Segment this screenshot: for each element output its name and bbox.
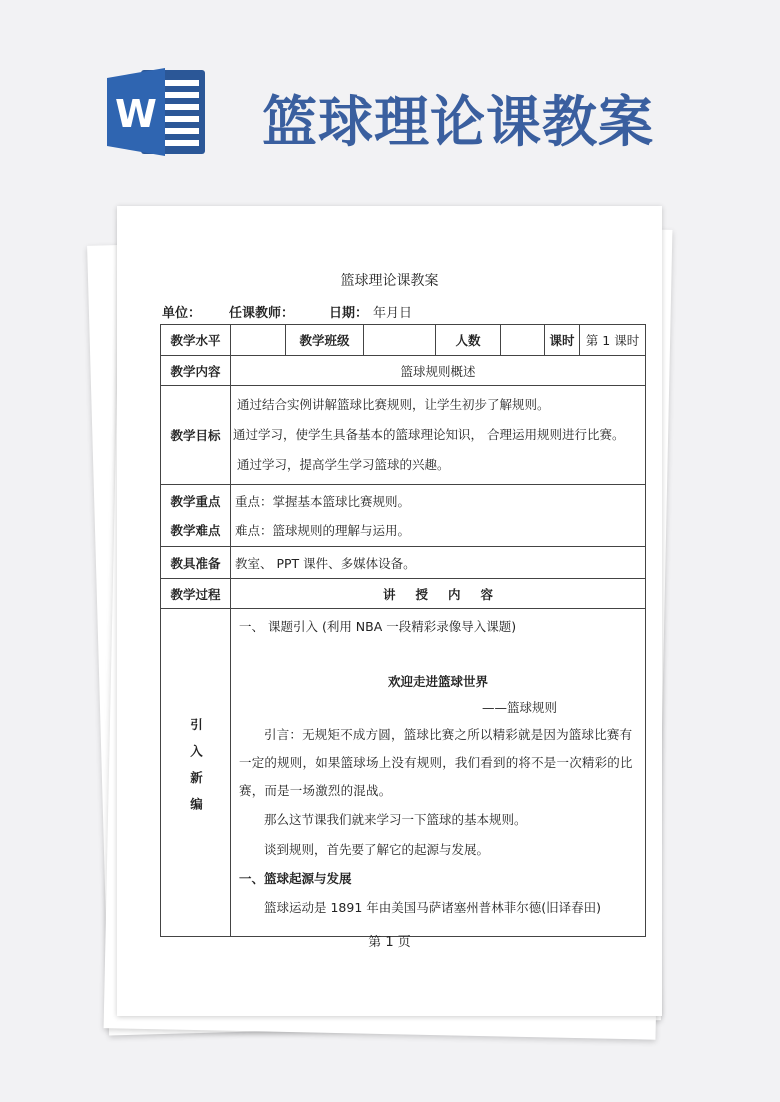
key-label: 教学重点 bbox=[170, 493, 221, 509]
process-header: 讲授内容 bbox=[231, 579, 646, 609]
body-heading: 欢迎走进篮球世界 bbox=[387, 674, 488, 689]
process-label: 教学过程 bbox=[161, 579, 231, 609]
word-icon bbox=[107, 66, 209, 158]
equipment-value: 教室、 PPT 课件、多媒体设备。 bbox=[231, 547, 646, 579]
body-paragraph: 引言：无规矩不成方圆，篮球比赛之所以精彩就是因为篮球比赛有一定的规则，如果篮球场上没有规则，我们看到的将不是一次精彩的比赛，而是一场激烈的混战。 bbox=[239, 727, 633, 798]
lesson-body bbox=[231, 609, 646, 937]
teacher-label: 任课教师： bbox=[229, 306, 295, 321]
body-subheading: ——篮球规则 bbox=[481, 700, 557, 715]
key-value: 重点：掌握基本篮球比赛规则。 bbox=[235, 493, 411, 509]
goal-item: 通过学习，使学生具备基本的篮球理论知识， 合理运用规则进行比赛。 bbox=[233, 427, 625, 442]
svg-text:W: W bbox=[115, 92, 157, 136]
banner bbox=[0, 0, 780, 200]
hours-value: 第 1 课时 bbox=[580, 325, 646, 356]
difficult-value: 难点：篮球规则的理解与运用。 bbox=[235, 522, 411, 538]
table-row bbox=[161, 547, 646, 579]
body-line: 那么这节课我们就来学习一下篮球的基本规则。 bbox=[264, 812, 527, 827]
lesson-table bbox=[160, 324, 646, 937]
goals-label: 教学目标 bbox=[161, 386, 231, 485]
level-label: 教学水平 bbox=[161, 325, 231, 356]
count-value bbox=[501, 325, 545, 356]
table-row bbox=[161, 609, 646, 937]
body-line: 谈到规则，首先要了解它的起源与发展。 bbox=[264, 842, 490, 857]
section-title: 一、篮球起源与发展 bbox=[239, 871, 352, 886]
key-difficult-values bbox=[231, 485, 646, 547]
date-label: 日期： bbox=[329, 306, 369, 321]
unit-label: 单位： bbox=[162, 306, 202, 321]
count-label: 人数 bbox=[436, 325, 501, 356]
equipment-label: 教具准备 bbox=[161, 547, 231, 579]
body-line: 篮球运动是 1891 年由美国马萨诸塞州普林菲尔德(旧译春田) bbox=[264, 900, 602, 915]
table-row bbox=[161, 485, 646, 547]
class-value bbox=[364, 325, 436, 356]
page-number: 第 1 页 bbox=[368, 935, 411, 950]
hours-label: 课时 bbox=[545, 325, 580, 356]
key-difficult-labels bbox=[161, 485, 231, 547]
section-label: 引入新编 bbox=[188, 718, 204, 824]
goal-item: 通过学习，提高学生学习篮球的兴趣。 bbox=[237, 457, 450, 472]
level-value bbox=[231, 325, 286, 356]
intro-line: 一、 课题引入 (利用 NBA 一段精彩录像导入课题) bbox=[239, 619, 517, 634]
goals-list bbox=[231, 386, 646, 485]
difficult-label: 教学难点 bbox=[170, 522, 221, 538]
class-label: 教学班级 bbox=[286, 325, 364, 356]
banner-title: 篮球理论课教案 bbox=[262, 90, 655, 154]
content-label: 教学内容 bbox=[161, 356, 231, 386]
document-title: 篮球理论课教案 bbox=[340, 273, 439, 289]
table-row bbox=[161, 579, 646, 609]
document-page bbox=[117, 206, 662, 1016]
table-row bbox=[161, 356, 646, 386]
table-row bbox=[161, 325, 646, 356]
content-value: 篮球规则概述 bbox=[231, 356, 646, 386]
goal-item: 通过结合实例讲解篮球比赛规则，让学生初步了解规则。 bbox=[237, 397, 550, 412]
section-label-cell bbox=[161, 609, 231, 937]
table-row bbox=[161, 386, 646, 485]
date-value: 年月日 bbox=[373, 306, 413, 321]
